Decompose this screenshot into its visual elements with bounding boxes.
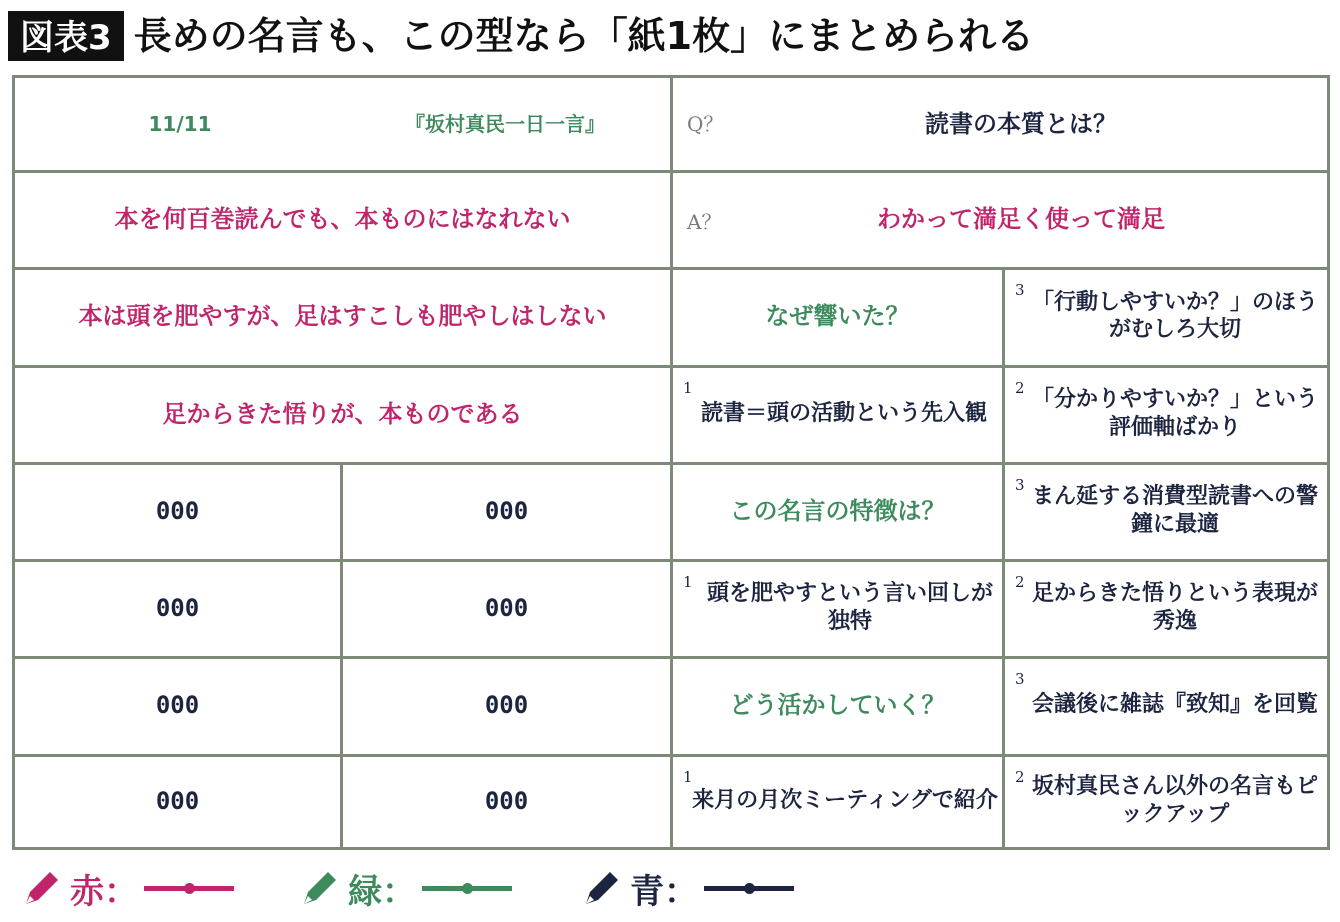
grid-line <box>1002 267 1005 847</box>
quote-cell: 本は頭を肥やすが、足はすこしも肥やしはしない <box>78 302 607 330</box>
legend-navy <box>580 860 794 916</box>
legend-label: 緑： <box>348 871 416 912</box>
item-number: 2 <box>1015 379 1025 397</box>
placeholder-cell: 000 <box>484 786 529 815</box>
question-cell: 読書の本質とは？ <box>925 110 1117 138</box>
legend-label: 赤： <box>70 871 138 912</box>
section-prompt: この名言の特徴は？ <box>729 496 946 525</box>
section-item: まん延する消費型読書への警鐘に最適 <box>1031 484 1318 537</box>
figure-header <box>8 8 1034 64</box>
item-number: 2 <box>1015 768 1025 786</box>
a-marker: A？ <box>687 210 722 234</box>
placeholder-cell: 000 <box>484 691 529 719</box>
placeholder-cell: 000 <box>155 786 200 815</box>
section-item: 「行動しやすいか？」のほうがむしろ大切 <box>1031 289 1318 342</box>
legend-green <box>298 860 512 916</box>
legend-label: 青： <box>630 871 698 912</box>
quote-cell: 足からきた悟りが、本ものである <box>162 399 523 428</box>
legend-line <box>144 886 234 891</box>
section-item: 来月の月次ミーティングで紹介 <box>692 787 998 813</box>
section-item: 会議後に雑誌『致知』を回覧 <box>1031 692 1318 718</box>
item-number: 1 <box>683 379 693 397</box>
legend-red <box>20 860 234 916</box>
legend-line <box>704 886 794 891</box>
section-prompt: どう活かしていく？ <box>729 691 946 719</box>
placeholder-cell: 000 <box>484 496 529 525</box>
quote-cell: 本を何百巻読んでも、本ものにはなれない <box>114 204 571 233</box>
section-item: 足からきた悟りという表現が秀逸 <box>1031 581 1318 634</box>
section-prompt: なぜ響いた？ <box>765 302 910 330</box>
item-number: 1 <box>683 573 693 591</box>
pencil-icon <box>580 866 624 910</box>
figure-title: 長めの名言も、この型なら「紙1枚」にまとめられる <box>133 14 1035 58</box>
item-number: 2 <box>1015 573 1025 591</box>
source-cell: 『坂村真民一日一言』 <box>405 111 605 136</box>
answer-cell: わかって満足く使って満足 <box>877 204 1165 233</box>
placeholder-cell: 000 <box>155 691 200 719</box>
pencil-icon <box>20 866 64 910</box>
placeholder-cell: 000 <box>155 593 200 622</box>
item-number: 3 <box>1015 670 1025 688</box>
item-number: 3 <box>1015 281 1025 299</box>
frame-sheet <box>12 75 1330 850</box>
figure-label: 図表3 <box>8 11 124 61</box>
placeholder-cell: 000 <box>484 593 529 622</box>
item-number: 1 <box>683 768 693 786</box>
section-item: 頭を肥やすという言い回しが独特 <box>706 581 993 634</box>
pencil-icon <box>298 866 342 910</box>
date-cell: 11/11 <box>148 111 212 136</box>
section-item: 「分かりやすいか？」という評価軸ばかり <box>1031 387 1318 440</box>
section-item: 坂村真民さん以外の名言もピックアップ <box>1031 774 1318 827</box>
item-number: 3 <box>1015 476 1025 494</box>
q-marker: Q？ <box>687 112 724 136</box>
placeholder-cell: 000 <box>155 496 200 525</box>
section-item: 読書＝頭の活動という先入観 <box>700 400 987 426</box>
legend-line <box>422 886 512 891</box>
